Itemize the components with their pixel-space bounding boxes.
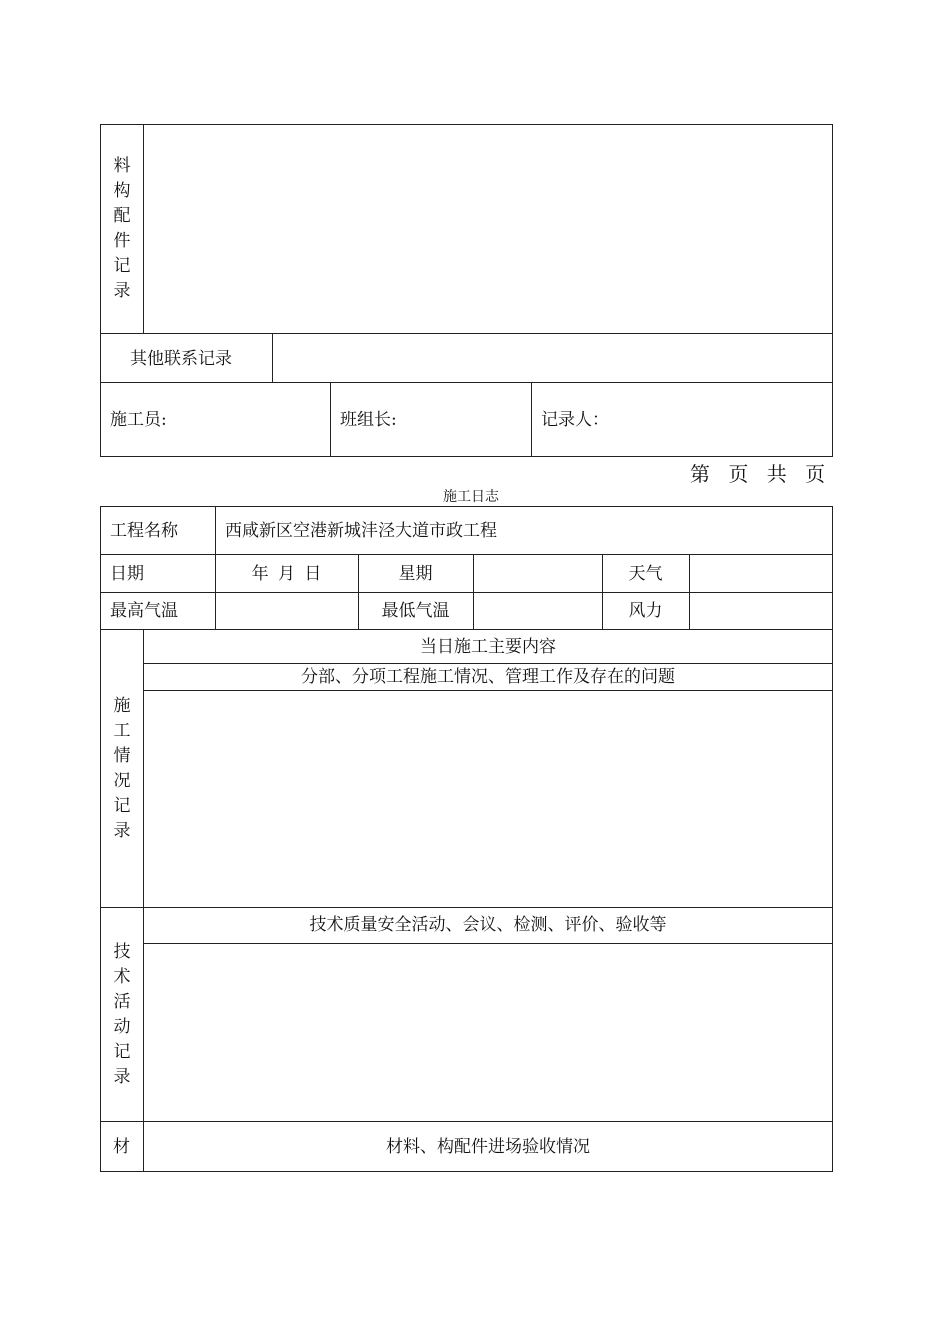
tech-record-label: 技术活动记录 <box>113 942 131 1087</box>
page-number: 第 页 共 页 <box>690 462 832 486</box>
project-name-label: 工程名称 <box>110 521 178 541</box>
weather-label: 天气 <box>628 564 663 584</box>
weekday-label: 星期 <box>398 564 433 584</box>
date-value: 年 月 日 <box>251 564 322 584</box>
main-content-header: 当日施工主要内容 <box>420 637 556 657</box>
sub-content-header: 分部、分项工程施工情况、管理工作及存在的问题 <box>301 667 675 687</box>
log-title: 施工日志 <box>443 489 499 505</box>
recorder-label: 记录人： <box>541 410 609 430</box>
min-temp-label: 最低气温 <box>381 601 450 621</box>
other-contact-label: 其他联系记录 <box>130 349 232 369</box>
project-name-value: 西咸新区空港新城沣泾大道市政工程 <box>225 521 497 541</box>
material-header: 材料、构配件进场验收情况 <box>386 1137 590 1157</box>
construction-record-label: 施工情况记录 <box>113 696 131 841</box>
date-label: 日期 <box>110 564 144 584</box>
max-temp-label: 最高气温 <box>110 601 178 621</box>
wind-label: 风力 <box>628 601 663 621</box>
constructor-label: 施工员: <box>110 410 167 430</box>
material-record-label: 料构配件记录 <box>113 156 131 301</box>
team-leader-label: 班组长: <box>340 410 397 430</box>
tech-header: 技术质量安全活动、会议、检测、评价、验收等 <box>309 915 667 935</box>
material-section-label: 材 <box>113 1137 130 1157</box>
